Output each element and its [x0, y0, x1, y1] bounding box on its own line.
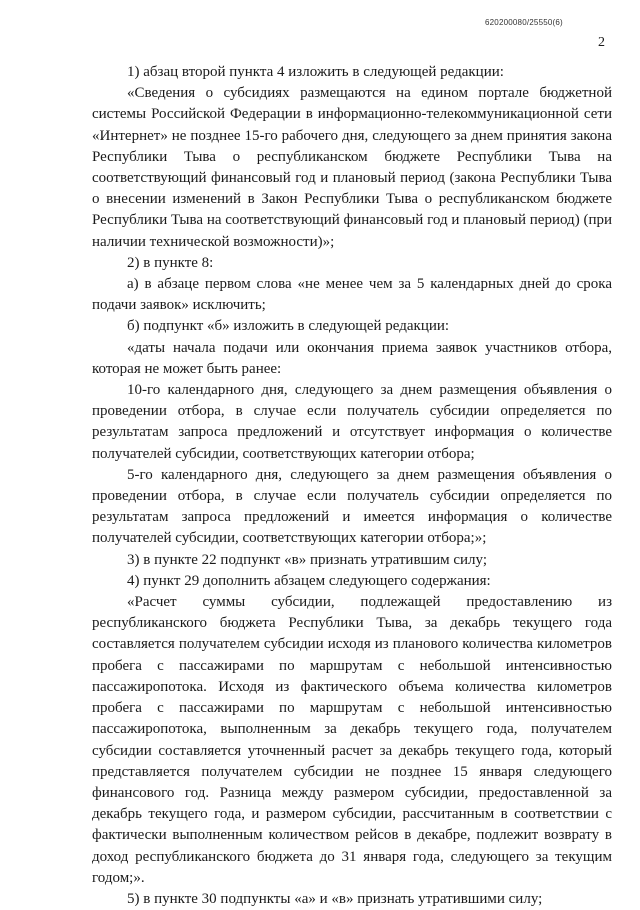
paragraph-subitem-a: а) в абзаце первом слова «не менее чем за 5 календарных дней до срока подачи заявок» исключить;	[92, 276, 612, 314]
paragraph-item-5: 5) в пункте 30 подпункты «а» и «в» признать утратившими силу;	[127, 890, 543, 907]
paragraph-item-1: 1) абзац второй пункта 4 изложить в следующей редакции:	[127, 64, 504, 80]
document-body	[92, 62, 612, 910]
paragraph-quote-calculation: «Расчет суммы субсидии, подлежащей предоставлению из республиканского бюджета Республики Тыва, за декабрь текущего года составляется получателем субсидии исходя из планового количества километров пробега с пассажирами по маршрутам с небольшой интенсивностью пассажиропотока. Исходя из фактического объема количества километров пробега с пассажирами по маршрутам с небольшой интенсивностью пассажиропотока, выполненным за декабрь текущего года, получателем субсидии составляется уточненный расчет за декабрь текущего года, который представляется получателем субсидии не позднее 15 января следующего финансового год. Разница между размером субсидии, предоставленной за декабрь текущего года, и размером субсидии, рассчитанным в соответствии с фактически выполненным количеством рейсов в декабре, подлежит возврату в доход республиканского бюджета до 31 января года, следующего за текущим годом;».	[92, 594, 612, 886]
paragraph-subitem-b: б) подпункт «б» изложить в следующей редакции:	[127, 318, 450, 335]
paragraph-item-3: 3) в пункте 22 подпункт «в» признать утратившим силу;	[127, 551, 487, 568]
document-registration-number: 620200080/25550(6)	[485, 18, 563, 27]
paragraph-5th-day: 5-го календарного дня, следующего за днем размещения объявления о проведении отбора, в случае если получатель субсидии определяется по результатам запроса предложений и имеется информация о количестве получателей субсидии, соответствующих категории отбора;»;	[92, 466, 612, 547]
paragraph-item-2: 2) в пункте 8:	[127, 254, 214, 271]
paragraph-10th-day: 10-го календарного дня, следующего за днем размещения объявления о проведении отбора, в случае если получатель субсидии определяется по результатам запроса предложений и отсутствует информация о количестве получателей субсидии, соответствующих категории отбора;	[92, 382, 612, 462]
paragraph-item-4: 4) пункт 29 дополнить абзацем следующего содержания:	[127, 572, 491, 589]
page-number: 2	[598, 35, 605, 50]
paragraph-quote-subsidy-info: «Сведения о субсидиях размещаются на едином портале бюджетной системы Российской Федерации в информационно-телекоммуникационной сети «Интернет» не позднее 15-го рабочего дня, следующего за днем принятия закона Республики Тыва о республиканском бюджете Республики Тыва на соответствующий финансовый год и плановый период (закона Республики Тыва о внесении изменений в Закон Республики Тыва о республиканском бюджете Республики Тыва на соответствующий финансовый год и плановый период) (при наличии технической возможности)»;	[92, 85, 612, 250]
paragraph-quote-dates: «даты начала подачи или окончания приема заявок участников отбора, которая не может быть ранее:	[92, 339, 612, 377]
